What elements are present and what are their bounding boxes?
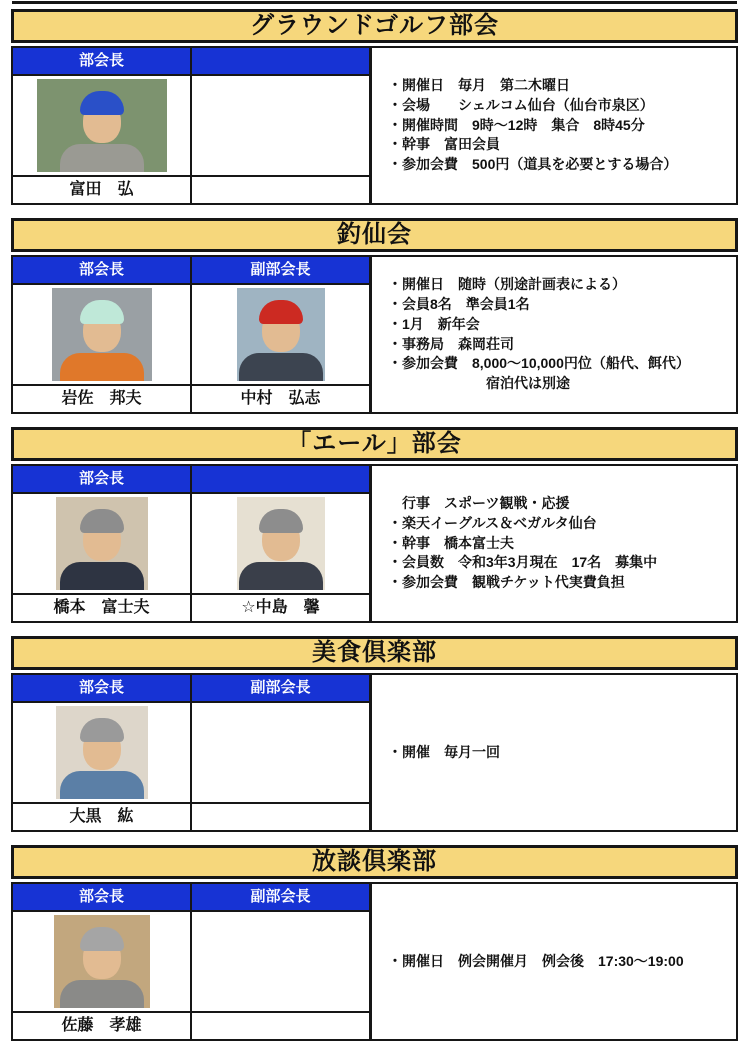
club-section-gourmet — [11, 636, 738, 832]
photo-cell — [13, 285, 192, 384]
photo-row — [13, 912, 369, 1013]
club-body — [11, 673, 738, 832]
details-box — [372, 466, 736, 621]
detail-line: 宿泊代は別途 — [388, 375, 570, 392]
photo-cell — [13, 703, 192, 802]
members-table — [13, 48, 372, 203]
photo-row — [13, 494, 369, 595]
member-photo — [56, 497, 148, 590]
member-name: 富田 弘 — [13, 177, 192, 203]
photo-torso — [60, 771, 144, 799]
member-name: 佐藤 孝雄 — [13, 1013, 192, 1039]
club-section-fishing — [11, 218, 738, 414]
role-header-cell: 部会長 — [13, 48, 192, 74]
role-header-cell — [192, 466, 369, 492]
club-title: グラウンドゴルフ部会 — [11, 9, 738, 43]
role-header-cell: 部会長 — [13, 675, 192, 701]
page — [0, 1, 749, 1041]
member-name — [192, 177, 369, 203]
member-name: 大黒 紘 — [13, 804, 192, 830]
role-header-cell: 部会長 — [13, 257, 192, 283]
photo-cell — [13, 912, 192, 1011]
member-photo — [54, 915, 150, 1008]
details-box — [372, 48, 736, 203]
club-body — [11, 255, 738, 414]
club-title: 釣仙会 — [11, 218, 738, 252]
detail-line: ・楽天イーグルス＆ベガルタ仙台 — [388, 514, 597, 531]
role-header-row — [13, 884, 369, 912]
club-body — [11, 882, 738, 1041]
member-name — [192, 804, 369, 830]
members-table — [13, 466, 372, 621]
detail-line: ・開催日 例会開催月 例会後 17:30～19:00 — [388, 952, 684, 969]
role-header-row — [13, 257, 369, 285]
detail-line: ・幹事 富田会員 — [388, 136, 500, 153]
name-row — [13, 804, 369, 830]
details-box — [372, 884, 736, 1039]
detail-line: ・参加会費 8,000～10,000円位（船代、餌代） — [388, 355, 690, 372]
photo-cell-empty — [192, 703, 369, 802]
detail-line: ・幹事 橋本富士夫 — [388, 534, 514, 551]
photo-cell — [192, 494, 369, 593]
name-row — [13, 1013, 369, 1039]
detail-line: 行事 スポーツ観戦・応援 — [388, 494, 570, 511]
members-table — [13, 257, 372, 412]
photo-torso — [60, 144, 144, 172]
name-row — [13, 386, 369, 412]
members-table — [13, 884, 372, 1039]
member-name — [192, 1013, 369, 1039]
member-photo — [52, 288, 152, 381]
club-title: 美食倶楽部 — [11, 636, 738, 670]
club-title: 「エール」部会 — [11, 427, 738, 461]
detail-line: ・会場 シェルコム仙台（仙台市泉区） — [388, 96, 654, 113]
club-section-ground-golf — [11, 9, 738, 205]
member-photo — [56, 706, 148, 799]
role-header-row — [13, 675, 369, 703]
detail-line: ・1月 新年会 — [388, 315, 480, 332]
member-photo — [237, 288, 325, 381]
photo-row — [13, 76, 369, 177]
role-header-cell: 副部会長 — [192, 675, 369, 701]
role-header-cell: 部会長 — [13, 466, 192, 492]
photo-row — [13, 703, 369, 804]
name-row — [13, 177, 369, 203]
club-body — [11, 464, 738, 623]
role-header-cell: 部会長 — [13, 884, 192, 910]
photo-torso — [60, 562, 144, 590]
member-name: ☆中島 馨 — [241, 599, 320, 616]
detail-line: ・開催日 随時（別途計画表による） — [388, 275, 626, 292]
club-section-yell — [11, 427, 738, 623]
name-row — [13, 595, 369, 621]
detail-line: ・会員8名 準会員1名 — [388, 295, 530, 312]
top-rule — [12, 1, 737, 4]
member-name: 中村 弘志 — [240, 390, 321, 407]
photo-row — [13, 285, 369, 386]
detail-line: ・会員数 令和3年3月現在 17名 募集中 — [388, 554, 658, 571]
photo-cell — [192, 285, 369, 384]
member-photo — [37, 79, 167, 172]
role-header-cell: 副部会長 — [192, 884, 369, 910]
detail-line: ・参加会費 500円（道具を必要とする場合） — [388, 156, 678, 173]
photo-torso — [60, 980, 144, 1008]
role-header-cell — [192, 48, 369, 74]
members-table — [13, 675, 372, 830]
photo-torso — [239, 562, 323, 590]
details-box — [372, 675, 736, 830]
details-box — [372, 257, 736, 412]
detail-line: ・開催時間 9時～12時 集合 8時45分 — [388, 116, 645, 133]
member-name: 岩佐 邦夫 — [13, 386, 192, 412]
member-photo — [237, 497, 325, 590]
detail-line: ・開催 毎月一回 — [388, 743, 500, 760]
club-body — [11, 46, 738, 205]
role-header-cell: 副部会長 — [192, 257, 369, 283]
photo-cell — [13, 494, 192, 593]
photo-torso — [60, 353, 144, 381]
role-header-row — [13, 48, 369, 76]
club-title: 放談倶楽部 — [11, 845, 738, 879]
member-name: 橋本 富士夫 — [13, 595, 192, 621]
photo-cell-empty — [192, 912, 369, 1011]
photo-cell-empty — [192, 76, 369, 175]
photo-torso — [239, 353, 323, 381]
detail-line: ・事務局 森岡荘司 — [388, 335, 514, 352]
detail-line: ・参加会費 観戦チケット代実費負担 — [388, 574, 625, 591]
role-header-row — [13, 466, 369, 494]
detail-line: ・開催日 毎月 第二木曜日 — [388, 76, 570, 93]
photo-cell — [13, 76, 192, 175]
club-section-free-talk — [11, 845, 738, 1041]
